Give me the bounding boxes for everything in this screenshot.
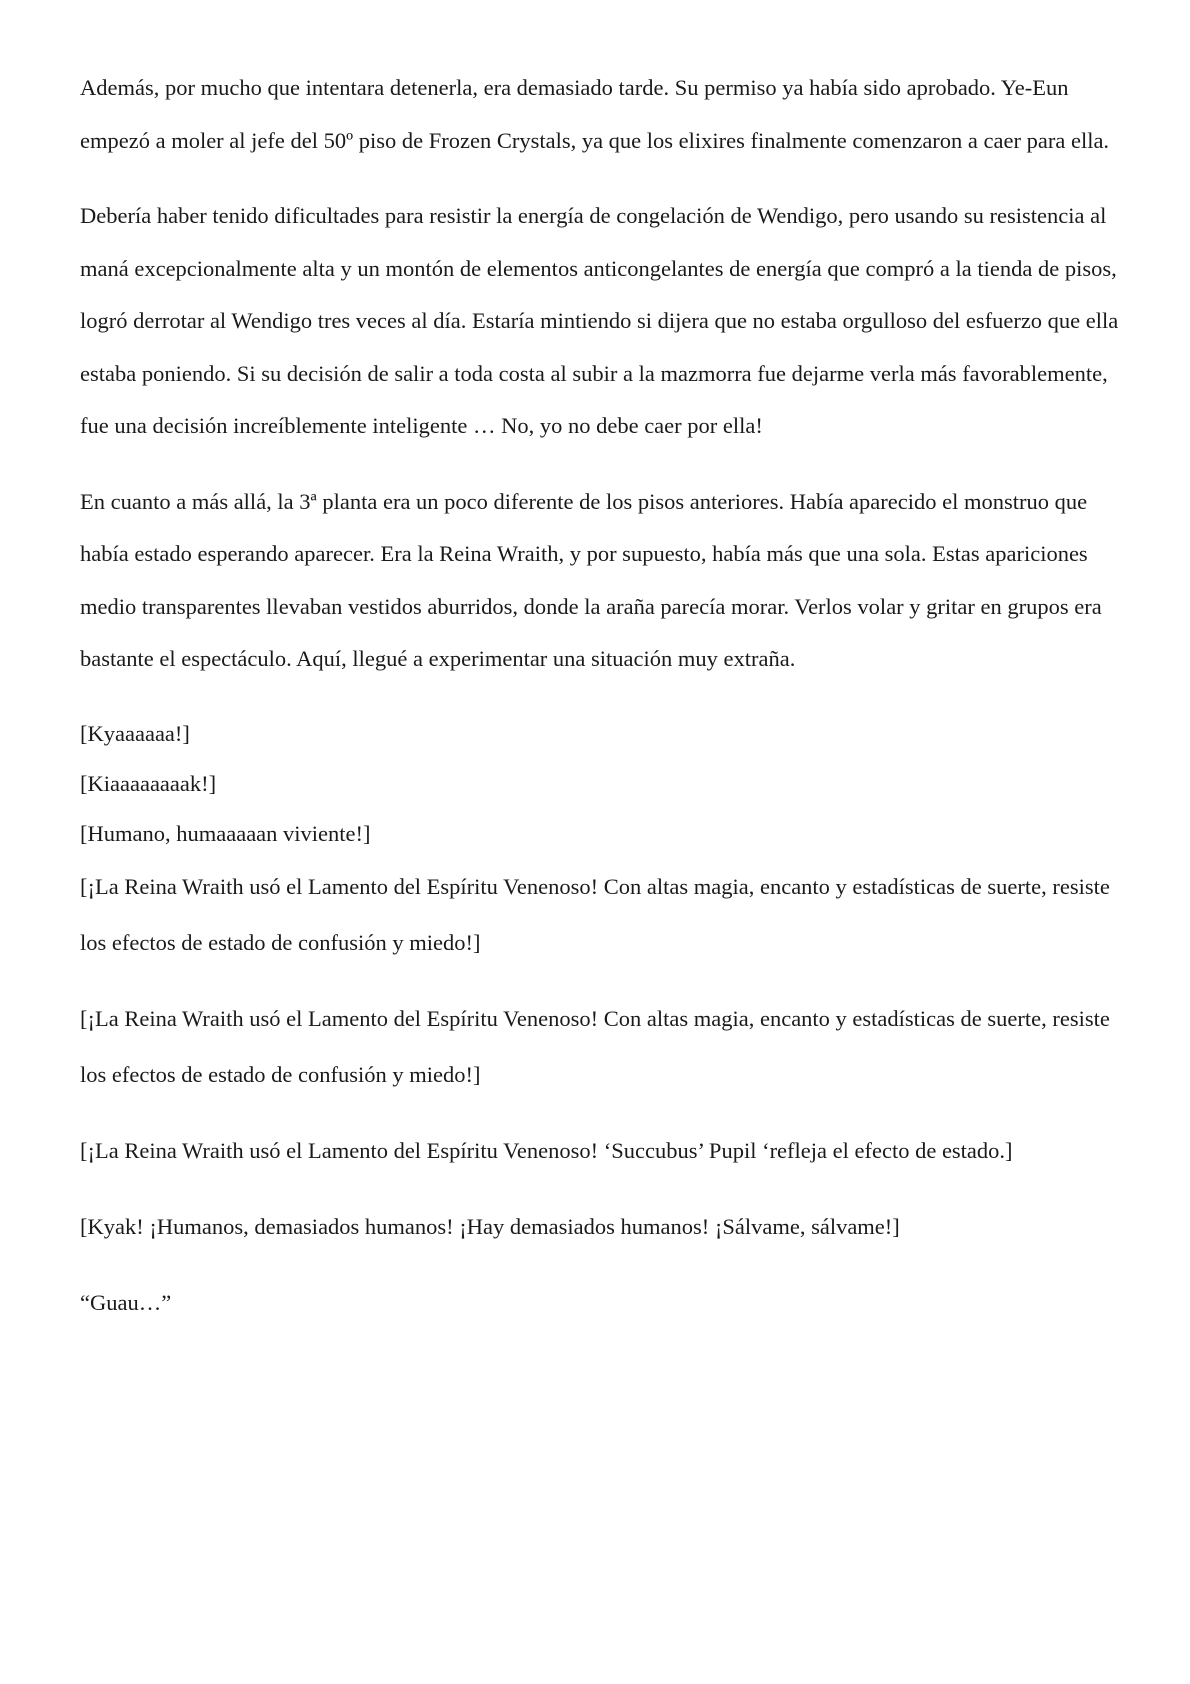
dialog-line: [Kiaaaaaaaak!] bbox=[80, 770, 217, 796]
document-page bbox=[80, 62, 1120, 1331]
paragraph-3: En cuanto a más allá, la 3ª planta era un poco diferente de los pisos anteriores. Había aparecido el monstruo que había estado esperando aparecer. Era la Reina Wraith, y por supuesto, había más que una sola. Estas apariciones medio transparentes llevaban vestidos aburridos, donde la araña parecía morar. Verlos volar y gritar en grupos era bastante el espectáculo. Aquí, llegué a experimentar una situación muy extraña. bbox=[80, 488, 1102, 671]
system-message: [Kyak! ¡Humanos, demasiados humanos! ¡Hay demasiados humanos! ¡Sálvame, sálvame!] bbox=[80, 1213, 900, 1239]
system-message: [¡La Reina Wraith usó el Lamento del Espíritu Venenoso! Con altas magia, encanto y estadísticas de suerte, resiste los efectos de estado de confusión y miedo!] bbox=[80, 873, 1110, 955]
paragraph-2: Debería haber tenido dificultades para resistir la energía de congelación de Wendigo, pero usando su resistencia al maná excepcionalmente alta y un montón de elementos anticongelantes de energía que compró a la tienda de pisos, logró derrotar al Wendigo tres veces al día. Estaría mintiendo si dijera que no estaba orgulloso del esfuerzo que ella estaba poniendo. Si su decisión de salir a toda costa al subir a la mazmorra fue dejarme verla más favorablemente, fue una decisión increíblemente inteligente … No, yo no debe caer por ella! bbox=[80, 203, 1119, 438]
dialog-line: [Humano, humaaaaan viviente!] bbox=[80, 820, 371, 846]
system-message: [¡La Reina Wraith usó el Lamento del Espíritu Venenoso! ‘Succubus’ Pupil ‘refleja el efecto de estado.] bbox=[80, 1137, 1013, 1163]
system-message: [¡La Reina Wraith usó el Lamento del Espíritu Venenoso! Con altas magia, encanto y estadísticas de suerte, resiste los efectos de estado de confusión y miedo!] bbox=[80, 1005, 1110, 1087]
paragraph-1: Además, por mucho que intentara detenerla, era demasiado tarde. Su permiso ya había sido aprobado. Ye-Eun empezó a moler al jefe del 50º piso de Frozen Crystals, ya que los elixires finalmente comenzaron a caer para ella. bbox=[80, 75, 1110, 153]
dialog-line: [Kyaaaaaa!] bbox=[80, 720, 190, 746]
closing-quote: “Guau…” bbox=[80, 1289, 172, 1315]
dialog-block bbox=[80, 709, 1120, 859]
